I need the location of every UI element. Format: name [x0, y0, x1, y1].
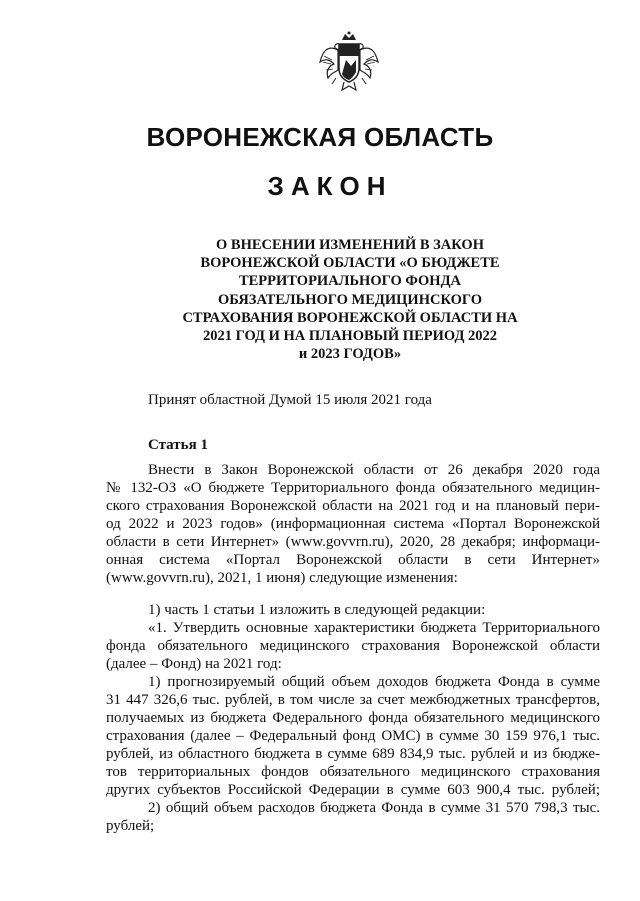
text-line: (www.govvrn.ru), 2021, 1 июня) следующие изменения:	[106, 570, 458, 586]
text-line: Внести в Закон Воронежской области от 26 декабря 2020 года	[148, 462, 600, 478]
document-type: ЗАКОН	[267, 171, 393, 201]
law-title-line: ВОРОНЕЖСКОЙ ОБЛАСТИ «О БЮДЖЕТЕ	[200, 255, 500, 272]
law-title-line: ОБЯЗАТЕЛЬНОГО МЕДИЦИНСКОГО	[217, 291, 483, 308]
law-title-line: и 2023 ГОДОВ»	[298, 346, 402, 363]
adoption-note: Принят областной Думой 15 июля 2021 года	[148, 392, 432, 408]
text-line: рублей;	[106, 818, 155, 834]
law-title-line: СТРАХОВАНИЯ ВОРОНЕЖСКОЙ ОБЛАСТИ НА	[182, 309, 518, 326]
text-line: 1) часть 1 статьи 1 изложить в следующей редакции:	[148, 602, 486, 618]
law-title-line: 2021 ГОД И НА ПЛАНОВЫЙ ПЕРИОД 2022	[202, 328, 498, 345]
text-line: 2) общий объем расходов бюджета Фонда в сумме 31 570 798,3 тыс.	[148, 800, 600, 816]
text-line: онная система «Портал Воронежской области в сети Интернет»	[106, 552, 600, 568]
text-line: «1. Утвердить основные характеристики бюджета Территориального	[148, 620, 600, 636]
text-line: фонда обязательного медицинского страхования Воронежской области	[106, 638, 600, 654]
law-title-line: ТЕРРИТОРИАЛЬНОГО ФОНДА	[238, 273, 462, 290]
text-line: 31 447 326,6 тыс. рублей, в том числе за счет межбюджетных трансфертов,	[106, 692, 600, 708]
article-heading: Статья 1	[148, 437, 208, 453]
text-line: ского страхования Воронежской области на 2021 год и на плановый пери-	[106, 498, 600, 514]
text-line: получаемых из бюджета Федерального фонда обязательного медицинского	[106, 710, 600, 726]
text-line: од 2022 и 2023 годов» (информационная система «Портал Воронежской	[106, 516, 600, 532]
article-item-1	[106, 601, 600, 835]
text-line: рублей, из областного бюджета в сумме 689 834,9 тыс. рублей и из бюдже-	[106, 746, 600, 762]
text-line: тов территориальных фондов обязательного медицинского страхования	[106, 764, 600, 780]
text-line: № 132-ОЗ «О бюджете Территориального фонда обязательного медицин-	[106, 480, 600, 496]
law-title	[150, 236, 550, 363]
text-line: (далее – Фонд) на 2021 год:	[106, 656, 282, 672]
region-title: ВОРОНЕЖСКАЯ ОБЛАСТЬ	[146, 122, 494, 152]
text-line: 1) прогнозируемый общий объем доходов бюджета Фонда в сумме	[148, 674, 600, 690]
law-title-line: О ВНЕСЕНИИ ИЗМЕНЕНИЙ В ЗАКОН	[216, 237, 484, 253]
text-line: других субъектов Российской Федерации в сумме 603 900,4 тыс. рублей;	[106, 782, 600, 798]
text-line: области в сети Интернет» (www.govvrn.ru), 2020, 28 декабря; информаци-	[106, 534, 600, 550]
coat-of-arms-emblem	[318, 30, 380, 96]
article-intro-paragraph	[106, 461, 600, 587]
text-line: страхования (далее – Федеральный фонд ОМС) в сумме 30 159 976,1 тыс.	[106, 728, 600, 744]
